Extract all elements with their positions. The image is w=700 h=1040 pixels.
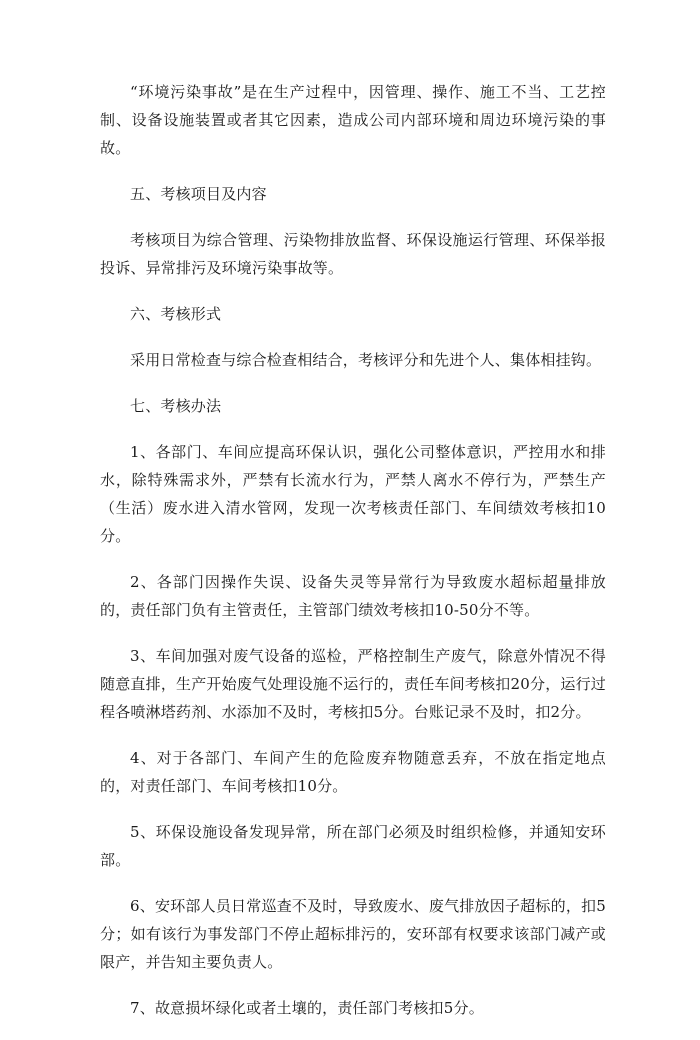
- section-heading-7: 七、考核办法: [130, 397, 222, 415]
- document-body: [100, 78, 606, 1040]
- section-heading-6: 六、考核形式: [130, 305, 222, 323]
- rule-item-7: 7、故意损坏绿化或者土壤的，责任部门考核扣5分。: [130, 999, 484, 1017]
- paragraph-assessment-form: 采用日常检查与综合检查相结合，考核评分和先进个人、集体相挂钩。: [130, 351, 602, 369]
- rule-item-6: 6、安环部人员日常巡查不及时，导致废水、废气排放因子超标的，扣5分；如有该行为事发部门不停止超标排污的，安环部有权要求该部门减产或限产，并告知主要负责人。: [100, 897, 606, 971]
- rule-item-2: 2、各部门因操作失误、设备失灵等异常行为导致废水超标超量排放的，责任部门负有主管责任，主管部门绩效考核扣10-50分不等。: [100, 573, 606, 619]
- rule-item-5: 5、环保设施设备发现异常，所在部门必须及时组织检修，并通知安环部。: [100, 823, 606, 869]
- paragraph-accident-definition: “环境污染事故”是在生产过程中，因管理、操作、施工不当、工艺控制、设备设施装置或者其它因素，造成公司内部环境和周边环境污染的事故。: [100, 83, 606, 157]
- rule-item-1: 1、各部门、车间应提高环保认识，强化公司整体意识，严控用水和排水，除特殊需求外，严禁有长流水行为，严禁人离水不停行为，严禁生产（生活）废水进入清水管网，发现一次考核责任部门、车间绩效考核扣10分。: [100, 443, 606, 545]
- section-heading-5: 五、考核项目及内容: [130, 185, 267, 203]
- rule-item-4: 4、对于各部门、车间产生的危险废弃物随意丢弃，不放在指定地点的，对责任部门、车间考核扣10分。: [100, 749, 606, 795]
- rule-item-3: 3、车间加强对废气设备的巡检，严格控制生产废气，除意外情况不得随意直排，生产开始废气处理设施不运行的，责任车间考核扣20分，运行过程各喷淋塔药剂、水添加不及时，考核扣5分。台账记录不及时，扣2分。: [100, 647, 606, 721]
- paragraph-assessment-items: 考核项目为综合管理、污染物排放监督、环保设施运行管理、环保举报投诉、异常排污及环境污染事故等。: [100, 231, 606, 277]
